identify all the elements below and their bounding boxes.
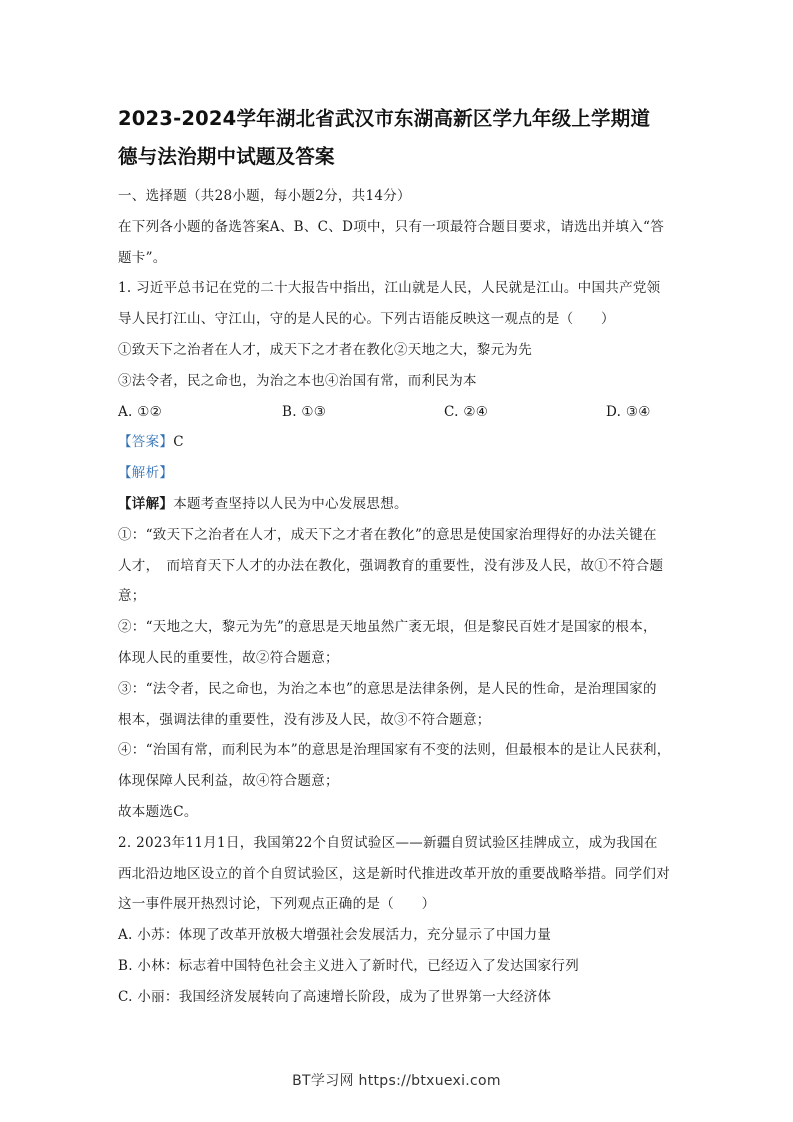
- q1-option-d: D. ③④: [606, 403, 651, 420]
- detail-tag: 【详解】: [118, 495, 174, 512]
- q1-stem-line-2: 导人民打江山、守江山，守的是人民的心。下列古语能反映这一观点的是（ ）: [118, 311, 615, 328]
- q1-item-line-1: ①致天下之治者在人才，成天下之才者在教化②天地之大，黎元为先: [118, 341, 532, 358]
- q1-explanation-4-line-1: ④：“治国有常，而利民为本”的意思是治理国家有不变的法则，但最根本的是让人民获利，: [118, 742, 671, 759]
- q1-option-a: A. ①②: [118, 403, 163, 420]
- q1-explanation-3-line-1: ③：“法令者，民之命也，为治之本也”的意思是法律条例，是人民的性命，是治理国家的: [118, 680, 657, 697]
- q2-option-a: A. 小苏：体现了改革开放极大增强社会发展活力，充分显示了中国力量: [118, 927, 552, 944]
- q2-option-b: B. 小林：标志着中国特色社会主义进入了新时代，已经迈入了发达国家行列: [118, 957, 580, 974]
- q1-explanation-2-line-1: ②：“天地之大，黎元为先”的意思是天地虽然广袤无垠，但是黎民百姓才是国家的根本，: [118, 619, 657, 636]
- q1-stem-line-1: 1. 习近平总书记在党的二十大报告中指出，江山就是人民，人民就是江山。中国共产党领: [118, 280, 661, 297]
- title-line-2: 德与法治期中试题及答案: [118, 145, 335, 168]
- q1-item-line-2: ③法令者，民之命也，为治之本也④治国有常，而利民为本: [118, 372, 477, 389]
- instruction-line-2: 题卡”。: [118, 249, 167, 266]
- answer-tag: 【答案】: [118, 434, 174, 451]
- q1-explanation-4-line-2: 体现保障人民利益，故④符合题意；: [118, 773, 339, 790]
- q1-explanation-1-line-1: ①：“致天下之治者在人才，成天下之才者在教化”的意思是使国家治理得好的办法关键在: [118, 526, 657, 543]
- q1-detail: [118, 489, 684, 520]
- q1-analysis: [118, 458, 684, 489]
- footer-watermark: BT学习网 https://btxuexi.com: [292, 1073, 501, 1089]
- q2-option-c: C. 小丽：我国经济发展转向了高速增长阶段，成为了世界第一大经济体: [118, 988, 552, 1005]
- q1-conclusion: 故本题选C。: [118, 803, 198, 820]
- section-heading: 一、选择题（共28小题，每小题2分，共14分）: [118, 188, 411, 204]
- q1-explanation-1-line-3: 意；: [118, 588, 146, 605]
- q1-answer: [118, 427, 684, 458]
- q2-stem-line-3: 这一事件展开热烈讨论，下列观点正确的是（ ）: [118, 896, 436, 913]
- detail-text: 本题考查坚持以人民为中心发展思想。: [173, 495, 408, 512]
- q1-explanation-1-line-2: 人才， 而培育天下人才的办法在教化，强调教育的重要性，没有涉及人民，故①不符合题: [118, 557, 664, 574]
- q1-options: [118, 397, 684, 428]
- q1-explanation-3-line-2: 根本，强调法律的重要性，没有涉及人民，故③不符合题意；: [118, 711, 491, 728]
- answer-value: C: [173, 434, 184, 451]
- analysis-tag: 【解析】: [118, 465, 174, 482]
- q1-option-c: C. ②④: [444, 403, 489, 420]
- q1-option-b: B. ①③: [282, 403, 327, 420]
- instruction-line-1: 在下列各小题的备选答案A、B、C、D项中，只有一项最符合题目要求，请选出并填入“答: [118, 218, 665, 235]
- q2-stem-line-2: 西北沿边地区设立的首个自贸试验区，这是新时代推进改革开放的重要战略举措。同学们对: [118, 865, 670, 882]
- q1-explanation-2-line-2: 体现人民的重要性，故②符合题意；: [118, 649, 339, 666]
- title-line-1: 2023-2024学年湖北省武汉市东湖高新区学九年级上学期道: [118, 107, 651, 130]
- document-body: [118, 181, 684, 1013]
- q2-stem-line-1: 2. 2023年11月1日，我国第22个自贸试验区——新疆自贸试验区挂牌成立，成为我国在: [118, 834, 658, 851]
- page-title: [118, 100, 688, 176]
